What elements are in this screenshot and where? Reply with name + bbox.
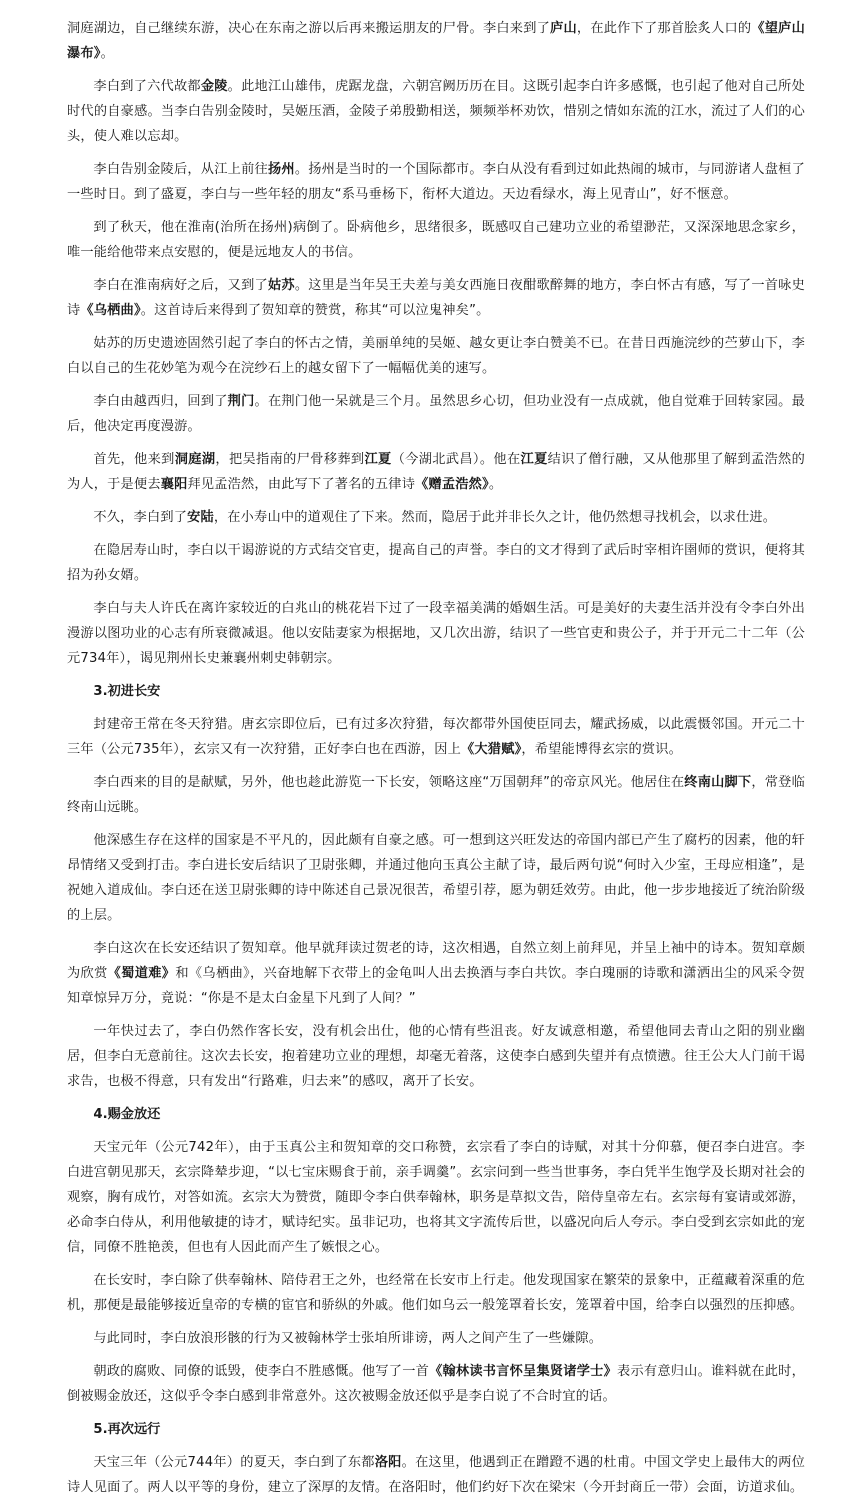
paragraph xyxy=(67,1359,805,1409)
text-run: 李白告别金陵后，从江上前往 xyxy=(93,162,268,177)
text-run: 到了秋天，他在淮南(治所在扬州)病倒了。卧病他乡，思绪很多，既感叹自己建功立业的希望渺茫，又深深地思念家乡，唯一能给他带来点安慰的，便是远地友人的书信。 xyxy=(67,220,805,260)
emphasized-text: 《乌栖曲》 xyxy=(80,303,141,318)
paragraph xyxy=(67,538,805,588)
paragraph xyxy=(67,1326,805,1351)
paragraph xyxy=(67,1268,805,1318)
text-run: 拜见孟浩然，由此写下了著名的五律诗 xyxy=(187,477,416,492)
emphasized-text: 江夏 xyxy=(364,452,392,467)
emphasized-text: 金陵 xyxy=(200,79,228,94)
emphasized-text: 洛阳 xyxy=(374,1455,402,1470)
text-run: 首先，他来到 xyxy=(93,452,175,467)
section-heading xyxy=(67,1102,805,1127)
emphasized-text: 扬州 xyxy=(267,162,295,177)
text-run: 洞庭湖边，自己继续东游，决心在东南之游以后再来搬运朋友的尸骨。李白来到了 xyxy=(67,21,551,36)
text-run: 。 xyxy=(100,46,114,61)
paragraph xyxy=(67,331,805,381)
text-run: ，把吴指南的尸骨移葬到 xyxy=(215,452,365,467)
paragraph xyxy=(67,1019,805,1094)
emphasized-text: 《望庐山瀑布》 xyxy=(67,21,805,61)
text-run: 封建帝王常在冬天狩猎。唐玄宗即位后，已有过多次狩猎，每次都带外国使臣同去，耀武扬威，以此震慑邻国。开元二十三年（公元735年），玄宗又有一次狩猎，正好李白也在西游，因上 xyxy=(67,717,805,757)
text-run: 李白这次在长安还结识了贺知章。他早就拜读过贺老的诗，这次相遇，自然立刻上前拜见，并呈上袖中的诗本。贺知章颇为欣赏 xyxy=(67,941,805,981)
text-run: ，希望能博得玄宗的赏识。 xyxy=(521,742,683,757)
text-run: 天宝元年（公元742年），由于玉真公主和贺知章的交口称赞，玄宗看了李白的诗赋，对其十分仰慕，便召李白进宫。李白进宫朝见那天，玄宗降辇步迎，“以七宝床赐食于前，亲手调羹”。玄宗问到一些当世事务，李白凭半生饱学及长期对社会的观察，胸有成竹，对答如流。玄宗大为赞赏，随即令李白供奉翰林，职务是草拟文告，陪侍皇帝左右。玄宗每有宴请或郊游，必命李白侍从，利用他敏捷的诗才，赋诗纪实。虽非记功，也将其文字流传后世，以盛况向后人夸示。李白受到玄宗如此的宠信，同僚不胜艳羡，但也有人因此而产生了嫉恨之心。 xyxy=(67,1140,805,1255)
text-run: 与此同时，李白放浪形骸的行为又被翰林学士张垍所诽谤，两人之间产生了一些嫌隙。 xyxy=(93,1331,603,1346)
text-run: 李白到了六代故都 xyxy=(93,79,201,94)
paragraph xyxy=(67,936,805,1011)
paragraph xyxy=(67,505,805,530)
paragraph xyxy=(67,828,805,928)
text-run: 李白在淮南病好之后，又到了 xyxy=(93,278,268,293)
text-run: 和《乌栖曲》，兴奋地解下衣带上的金龟叫人出去换酒与李白共饮。李白瑰丽的诗歌和潇洒出尘的风采令贺知章惊异万分，竟说：“你是不是太白金星下凡到了人间？” xyxy=(67,966,806,1006)
paragraph xyxy=(67,16,805,66)
paragraph xyxy=(67,215,805,265)
emphasized-text: 《大猎赋》 xyxy=(461,742,522,757)
paragraph xyxy=(67,1450,805,1500)
emphasized-text: 《赠孟浩然》 xyxy=(415,477,489,492)
text-run: 。扬州是当时的一个国际都市。李白从没有看到过如此热闹的城市，与同游诸人盘桓了一些时日。到了盛夏，李白与一些年轻的朋友“系马垂杨下，衔杯大道边。天边看绿水，海上见青山”，好不惬意。 xyxy=(67,162,805,202)
emphasized-text: 庐山 xyxy=(550,21,577,36)
text-run: 在长安时，李白除了供奉翰林、陪侍君王之外，也经常在长安市上行走。他发现国家在繁荣的景象中，正蕴藏着深重的危机，那便是最能够接近皇帝的专横的宦官和骄纵的外戚。他们如乌云一般笼罩着长安，笼罩着中国，给李白以强烈的压抑感。 xyxy=(67,1273,805,1313)
emphasized-text: 终南山脚下 xyxy=(684,775,752,790)
paragraph xyxy=(67,1135,805,1260)
emphasized-text: 姑苏 xyxy=(267,278,295,293)
text-run: 李白西来的目的是献赋，另外，他也趁此游览一下长安，领略这座“万国朝拜”的帝京风光。他居住在 xyxy=(93,775,685,790)
emphasized-text: 安陆 xyxy=(187,510,214,525)
emphasized-text: 4.赐金放还 xyxy=(93,1107,161,1122)
text-run: 不久，李白到了 xyxy=(93,510,188,525)
text-run: 朝政的腐败、同僚的诋毁，使李白不胜感慨。他写了一首 xyxy=(93,1364,430,1379)
text-run: 姑苏的历史遗迹固然引起了李白的怀古之情，美丽单纯的吴姬、越女更让李白赞美不已。在昔日西施浣纱的苎萝山下，李白以自己的生花妙笔为观今在浣纱石上的越女留下了一幅幅优美的速写。 xyxy=(67,336,805,376)
emphasized-text: 《翰林读书言怀呈集贤诸学士》 xyxy=(429,1364,618,1379)
section-heading xyxy=(67,679,805,704)
text-run: 李白与夫人许氏在离许家较近的白兆山的桃花岩下过了一段幸福美满的婚姻生活。可是美好的夫妻生活并没有令李白外出漫游以图功业的心志有所衰微减退。他以安陆妻家为根据地，又几次出游，结识了一些官吏和贵公子，并于开元二十二年（公元734年），谒见荆州长史兼襄州刺史韩朝宗。 xyxy=(67,601,805,666)
text-run: ，常登临终南山远眺。 xyxy=(67,775,805,815)
text-run: 一年快过去了，李白仍然作客长安，没有机会出仕，他的心情有些沮丧。好友诚意相邀，希望他同去青山之阳的别业幽居，但李白无意前往。这次去长安，抱着建功立业的理想，却毫无着落，这使李白感到失望并有点愤懑。往王公大人门前干谒求告，也极不得意，只有发出“行路难，归去来”的感叹，离开了长安。 xyxy=(67,1024,805,1089)
paragraph xyxy=(67,389,805,439)
emphasized-text: 襄阳 xyxy=(160,477,188,492)
text-run: 天宝三年（公元744年）的夏天，李白到了东都 xyxy=(93,1455,375,1470)
paragraph xyxy=(67,596,805,671)
emphasized-text: 5.再次远行 xyxy=(93,1422,161,1437)
paragraph xyxy=(67,273,805,323)
text-run: 。在这里，他遇到正在蹭蹬不遇的杜甫。中国文学史上最伟大的两位诗人见面了。两人以平等的身份，建立了深厚的友情。在洛阳时，他们约好下次在梁宋（今开封商丘一带）会面，访道求仙。 xyxy=(67,1455,806,1495)
text-run: 在隐居寿山时，李白以干谒游说的方式结交官吏，提高自己的声誉。李白的文才得到了武后时宰相许圉师的赏识，便将其招为孙女婿。 xyxy=(67,543,805,583)
paragraph xyxy=(67,447,805,497)
paragraph xyxy=(67,770,805,820)
text-run: 。这首诗后来得到了贺知章的赞赏，称其“可以泣鬼神矣”。 xyxy=(140,303,490,318)
section-heading xyxy=(67,1417,805,1442)
text-run: 。 xyxy=(488,477,503,492)
emphasized-text: 江夏 xyxy=(520,452,548,467)
text-run: ，在小寿山中的道观住了下来。然而，隐居于此并非长久之计，他仍然想寻找机会，以求仕进。 xyxy=(213,510,777,525)
emphasized-text: 《蜀道难》 xyxy=(107,966,176,981)
text-run: 他深感生存在这样的国家是不平凡的，因此颇有自豪之感。可一想到这兴旺发达的帝国内部已产生了腐朽的因素，他的轩昂情绪又受到打击。李白进长安后结识了卫尉张卿，并通过他向玉真公主献了诗，最后两句说“何时入少室，王母应相逢”，是祝她入道成仙。李白还在送卫尉张卿的诗中陈述自己景况很苦，希望引荐，愿为朝廷效劳。由此，他一步步地接近了统治阶级的上层。 xyxy=(67,833,805,923)
text-run: 。此地江山雄伟，虎踞龙盘，六朝宫阙历历在目。这既引起李白许多感慨，也引起了他对自己所处时代的自豪感。当李白告别金陵时，吴姬压酒，金陵子弟殷勤相送，频频举杯劝饮，惜别之情如东流的江水，流过了人们的心头，使人难以忘却。 xyxy=(67,79,805,144)
paragraph xyxy=(67,74,805,149)
paragraph xyxy=(67,712,805,762)
emphasized-text: 洞庭湖 xyxy=(174,452,216,467)
text-run: ，在此作下了那首脍炙人口的 xyxy=(576,21,752,36)
text-run: 。在荆门他一呆就是三个月。虽然思乡心切，但功业没有一点成就，他自觉难于回转家园。最后，他决定再度漫游。 xyxy=(67,394,806,434)
paragraph xyxy=(67,157,805,207)
emphasized-text: 3.初进长安 xyxy=(93,684,161,699)
text-run: 。这里是当年吴王夫差与美女西施日夜酣歌醉舞的地方，李白怀古有感，写了一首咏史诗 xyxy=(67,278,805,318)
text-run: 表示有意归山。谁料就在此时，倒被赐金放还，这似乎令李白感到非常意外。这次被赐金放还似乎是李白说了不合时宜的话。 xyxy=(67,1364,805,1404)
text-run: 结识了僧行融，又从他那里了解到孟浩然的为人，于是便去 xyxy=(67,452,805,492)
text-run: （今湖北武昌）。他在 xyxy=(391,452,521,467)
text-run: 李白由越西归，回到了 xyxy=(93,394,228,409)
emphasized-text: 荆门 xyxy=(227,394,255,409)
